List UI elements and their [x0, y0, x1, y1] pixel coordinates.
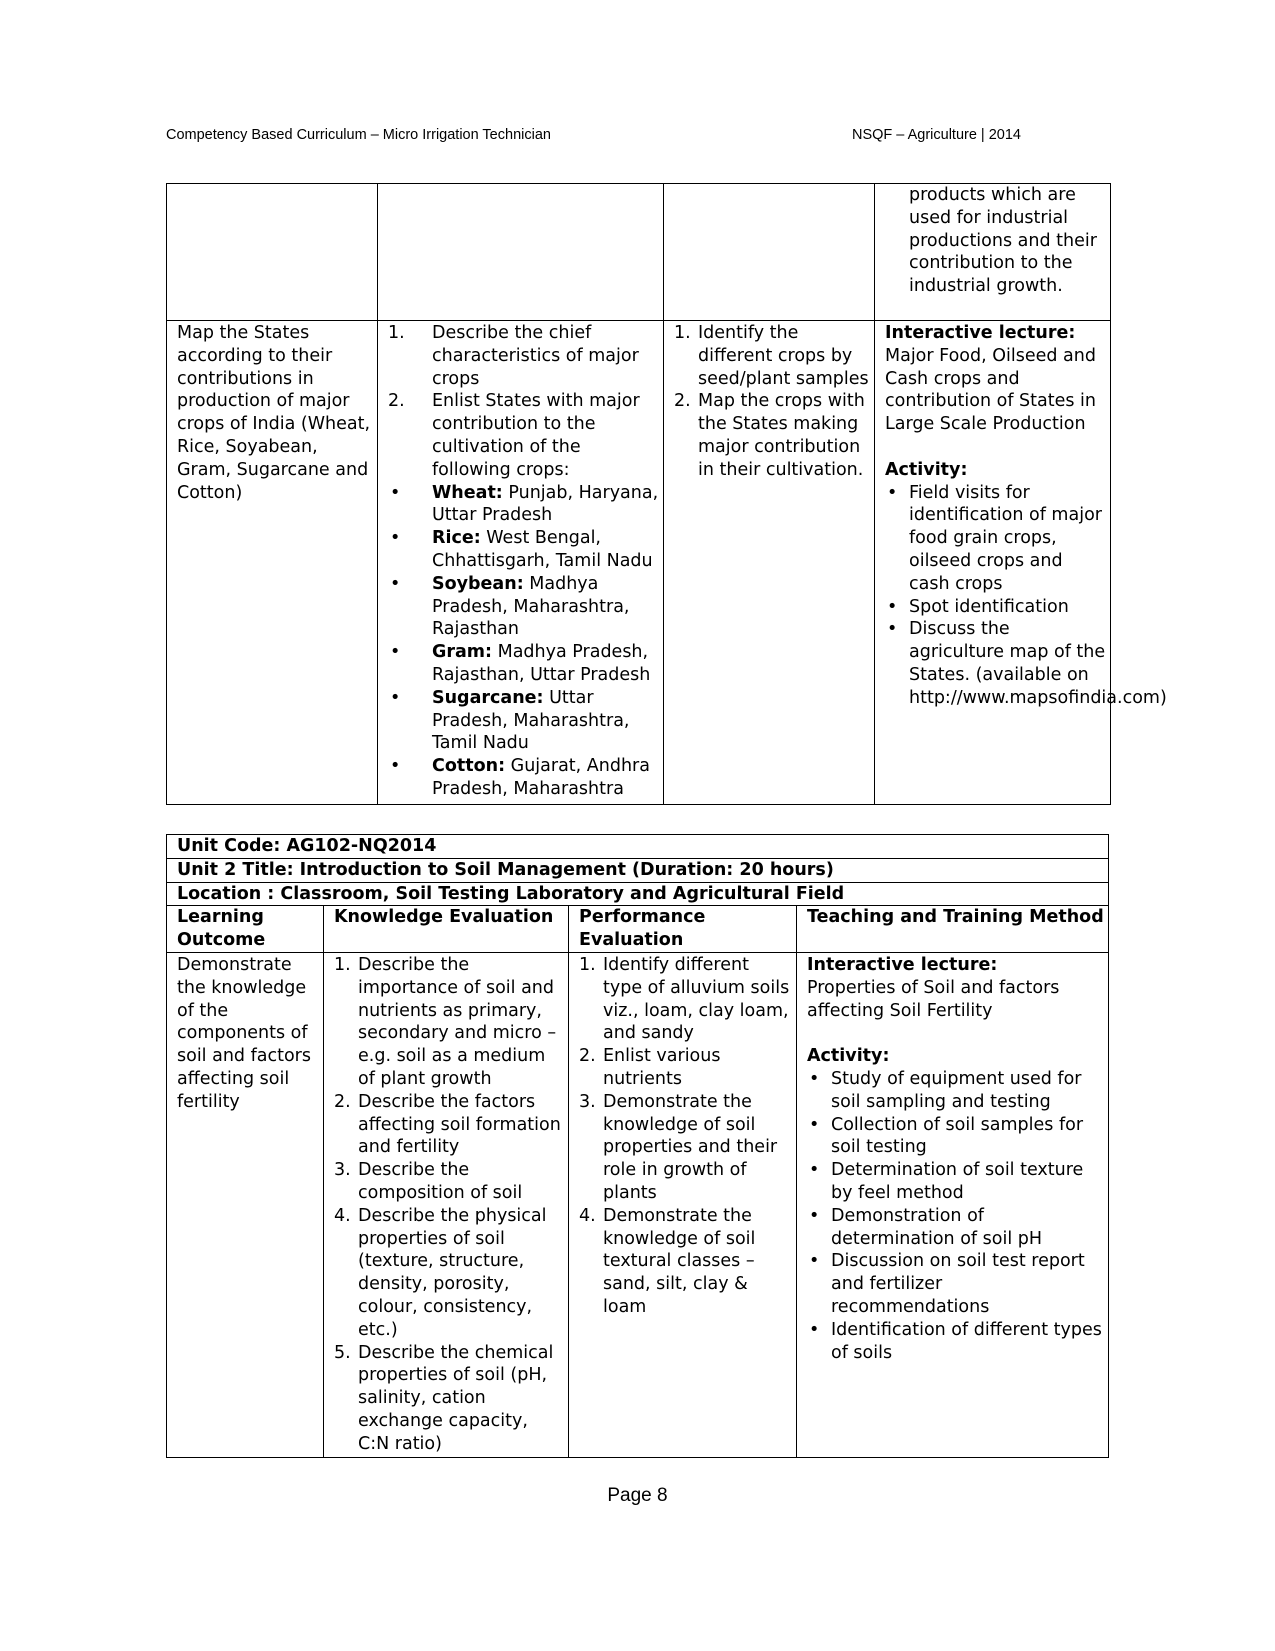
list-item-number: 1.	[579, 954, 596, 975]
knowledge-list	[334, 954, 564, 1456]
unit-location: Location : Classroom, Soil Testing Laboratory and Agricultural Field	[167, 882, 1109, 906]
column-headers	[167, 906, 1109, 953]
list-item-number: 3.	[579, 1091, 596, 1112]
list-item-text: Enlist various nutrients	[603, 1046, 721, 1089]
list-item	[388, 482, 659, 528]
list-item-text: Describe the chief characteristics of major crops	[432, 323, 639, 389]
table-row	[167, 321, 1111, 805]
crop-states: Madhya Pradesh, Maharashtra, Rajasthan	[432, 573, 630, 640]
list-item	[334, 954, 564, 1091]
list-item	[674, 322, 870, 390]
list-item: • Spot identification	[885, 596, 1108, 619]
performance-list	[674, 322, 870, 482]
activity-list	[885, 482, 1167, 710]
list-item-text: Describe the composition of soil	[358, 1160, 523, 1203]
performance-evaluation-cell	[664, 321, 875, 805]
list-item-number: 1.	[674, 323, 691, 343]
list-item: • Discuss the agriculture map of the States. (available on http://www.mapsofindia.com)	[885, 618, 1108, 709]
list-item-number: 2.	[388, 391, 405, 412]
list-item	[334, 1205, 564, 1342]
crop-states: Punjab, Haryana, Uttar Pradesh	[432, 482, 659, 526]
teaching-method-cell	[875, 321, 1167, 805]
knowledge-numbered-list	[388, 322, 659, 482]
performance-list	[579, 954, 792, 1319]
running-header-title: Competency Based Curriculum – Micro Irrigation Technician	[166, 127, 551, 143]
list-item-number: 1.	[334, 954, 351, 975]
running-header-series: NSQF – Agriculture | 2014	[852, 127, 1021, 143]
column-header-performance-evaluation: Performance Evaluation	[569, 906, 797, 953]
list-item	[334, 1342, 564, 1456]
crop-states: Uttar Pradesh, Maharashtra, Tamil Nadu	[432, 687, 630, 754]
interactive-lecture-text: Properties of Soil and factors affecting Soil Fertility	[807, 977, 1060, 1021]
list-item-text: Describe the chemical properties of soil (pH, salinity, cation exchange capacity, C:N ratio)	[358, 1342, 554, 1454]
list-item	[388, 527, 659, 573]
column-header-knowledge-evaluation: Knowledge Evaluation	[324, 906, 569, 953]
list-item-number: 2.	[579, 1046, 596, 1067]
crop-name: Rice:	[432, 528, 481, 549]
table-row	[167, 952, 1109, 1457]
activity-heading: Activity:	[885, 459, 968, 480]
activity-heading: Activity:	[807, 1046, 890, 1067]
learning-outcome-text: Map the States according to their contributions in production of major crops of India (Wheat, Rice, Soyabean, Gram, Sugarcane and Cotton)	[177, 323, 371, 503]
list-item-text: Demonstrate the knowledge of soil properties and their role in growth of plants	[603, 1091, 778, 1203]
list-item-text: Describe the physical properties of soil (texture, structure, density, porosity, colour, consistency, etc.)	[358, 1205, 547, 1340]
list-item-text: Enlist States with major contribution to the cultivation of the following crops:	[432, 391, 640, 480]
teaching-method-cell	[875, 184, 1111, 321]
list-item-number: 3.	[334, 1160, 351, 1181]
list-item	[388, 687, 659, 755]
list-item-number: 2.	[334, 1091, 351, 1112]
list-item-text: Map the crops with the States making major contribution in their cultivation.	[698, 391, 865, 480]
table-row	[167, 184, 1111, 321]
list-item-text: Describe the importance of soil and nutrients as primary, secondary and micro – e.g. soil as a medium of plant growth	[358, 954, 557, 1089]
list-item: • Determination of soil texture by feel method	[807, 1159, 1104, 1205]
list-item	[579, 1091, 792, 1205]
performance-evaluation-cell	[569, 952, 797, 1457]
interactive-lecture-text: Major Food, Oilseed and Cash crops and contribution of States in Large Scale Production	[885, 345, 1097, 435]
interactive-lecture-heading: Interactive lecture:	[807, 954, 998, 975]
list-item	[388, 390, 659, 481]
crop-name: Cotton:	[432, 756, 506, 777]
column-header-learning-outcome: Learning Outcome	[167, 906, 324, 953]
knowledge-evaluation-cell	[324, 952, 569, 1457]
list-item	[388, 573, 659, 641]
list-item: • Study of equipment used for soil sampling and testing	[807, 1068, 1104, 1114]
list-item	[579, 1205, 792, 1319]
activity-list	[807, 1068, 1104, 1364]
column-header-teaching-method: Teaching and Training Method	[797, 906, 1109, 953]
crop-name: Wheat:	[432, 482, 503, 503]
list-item-number: 1.	[388, 323, 405, 343]
list-item	[388, 322, 659, 390]
continued-text: products which are used for industrial productions and their contribution to the industrial growth.	[909, 185, 1097, 297]
list-item: • Collection of soil samples for soil testing	[807, 1114, 1104, 1160]
list-item-text: Describe the factors affecting soil formation and fertility	[358, 1091, 561, 1158]
list-item	[674, 390, 870, 481]
list-item-text: Demonstrate the knowledge of soil textural classes – sand, silt, clay & loam	[603, 1205, 756, 1317]
learning-outcome-text: Demonstrate the knowledge of the components of soil and factors affecting soil fertility	[177, 954, 311, 1112]
crop-states-list	[388, 482, 659, 801]
list-item	[579, 1045, 792, 1091]
learning-outcome-cell	[167, 321, 378, 805]
crop-states: West Bengal, Chhattisgarh, Tamil Nadu	[432, 528, 653, 571]
knowledge-evaluation-cell	[378, 321, 664, 805]
list-item-number: 4.	[579, 1205, 596, 1226]
list-item: • Identification of different types of soils	[807, 1319, 1104, 1365]
list-item	[334, 1091, 564, 1159]
list-item	[388, 641, 659, 687]
crop-name: Sugarcane:	[432, 687, 544, 708]
teaching-method-cell	[797, 952, 1109, 1457]
list-item	[579, 954, 792, 1045]
crop-name: Soybean:	[432, 573, 524, 594]
list-item: • Field visits for identification of major food grain crops, oilseed crops and cash crops	[885, 482, 1108, 596]
interactive-lecture-heading: Interactive lecture:	[885, 323, 1076, 343]
unit-2-table	[166, 834, 1109, 1458]
crop-states: Madhya Pradesh, Rajasthan, Uttar Pradesh	[432, 642, 651, 685]
list-item	[388, 755, 659, 801]
crop-states: Gujarat, Andhra Pradesh, Maharashtra	[432, 756, 650, 799]
list-item-text: Identify the different crops by seed/plant samples	[698, 323, 869, 389]
unit-title: Unit 2 Title: Introduction to Soil Management (Duration: 20 hours)	[167, 858, 1109, 882]
crop-name: Gram:	[432, 642, 493, 663]
list-item-text: Identify different type of alluvium soils viz., loam, clay loam, and sandy	[603, 954, 790, 1044]
list-item: • Demonstration of determination of soil pH	[807, 1205, 1104, 1251]
page-number: Page 8	[607, 1485, 668, 1506]
unit-1-continuation-table	[166, 183, 1167, 805]
unit-code: Unit Code: AG102-NQ2014	[167, 835, 1109, 859]
list-item-number: 2.	[674, 391, 691, 412]
list-item	[334, 1159, 564, 1205]
list-item-number: 4.	[334, 1205, 351, 1226]
list-item: • Discussion on soil test report and fertilizer recommendations	[807, 1250, 1104, 1318]
learning-outcome-cell	[167, 952, 324, 1457]
list-item-number: 5.	[334, 1342, 351, 1363]
